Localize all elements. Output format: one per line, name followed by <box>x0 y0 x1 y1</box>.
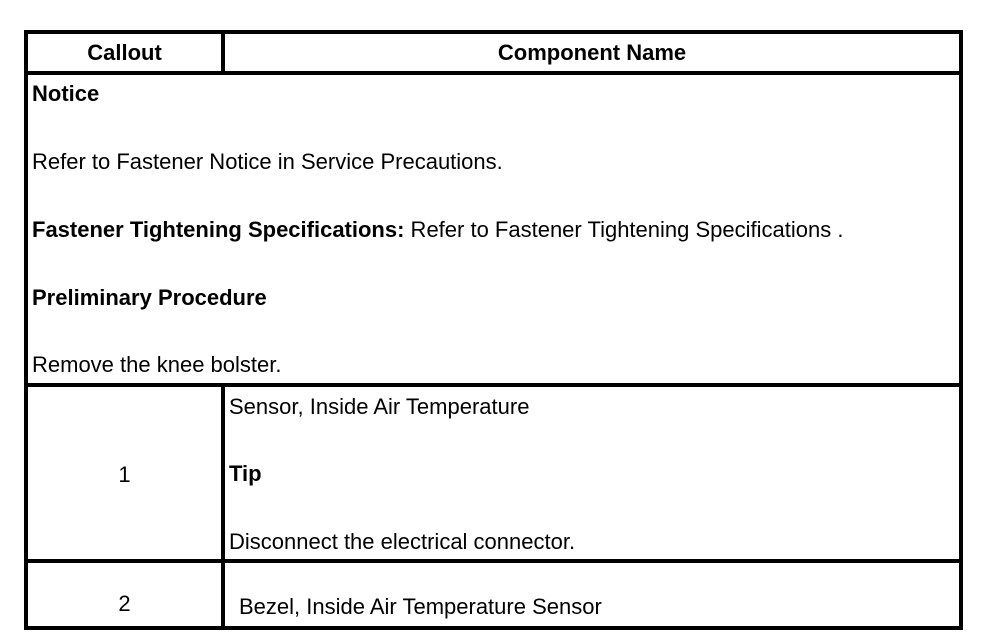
row2-component: Bezel, Inside Air Temperature Sensor <box>239 594 602 619</box>
row1-tip-heading: Tip <box>229 461 262 486</box>
row1-callout: 1 <box>118 462 131 487</box>
preliminary-text: Remove the knee bolster. <box>32 352 282 377</box>
row1-component: Sensor, Inside Air Temperature <box>229 394 530 419</box>
row1-divider <box>221 387 225 563</box>
row1-rule <box>28 559 959 563</box>
fastener-spec-line <box>32 217 843 243</box>
component-table <box>24 30 963 630</box>
row2-divider <box>221 563 225 626</box>
header-component-name: Component Name <box>497 39 687 65</box>
fastener-spec-label: Fastener Tightening Specifications: <box>32 217 405 242</box>
row1-tip-text: Disconnect the electrical connector. <box>229 529 576 554</box>
preliminary-heading: Preliminary Procedure <box>32 285 267 310</box>
row2-callout: 2 <box>118 591 131 616</box>
header-callout: Callout <box>87 39 162 65</box>
header-divider <box>221 34 225 71</box>
notice-text: Refer to Fastener Notice in Service Precautions. <box>32 149 503 174</box>
header-rule <box>28 71 959 75</box>
notice-rule <box>28 383 959 387</box>
notice-heading: Notice <box>32 81 100 106</box>
fastener-spec-text: Refer to Fastener Tightening Specifications . <box>404 217 844 242</box>
